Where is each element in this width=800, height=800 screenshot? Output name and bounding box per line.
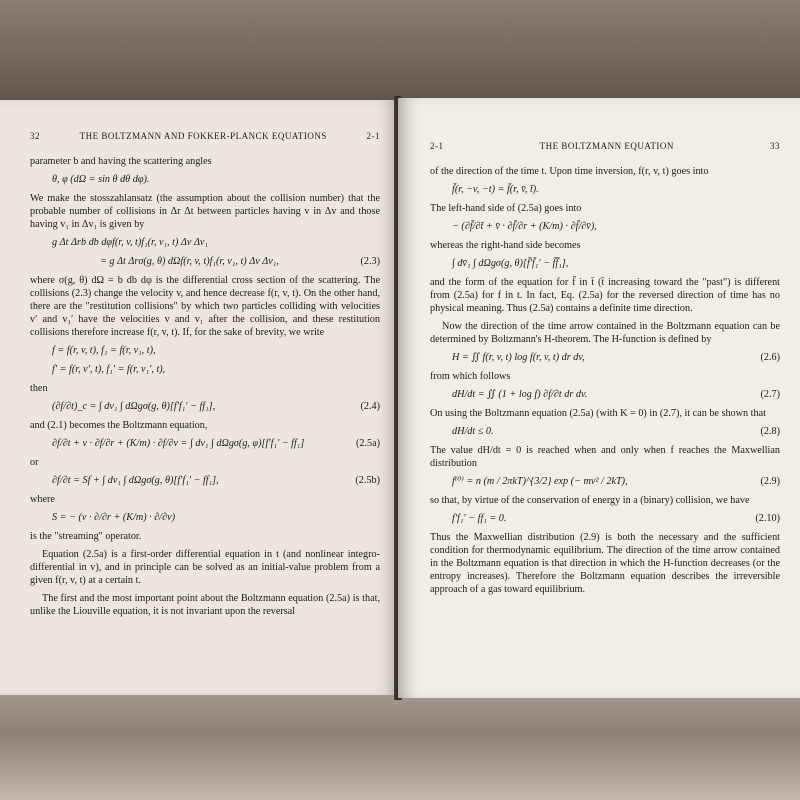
equation-text: dH/dt ≤ 0. bbox=[452, 426, 494, 437]
paragraph: of the direction of the time t. Upon time inversion, f(r, v, t) goes into bbox=[430, 166, 709, 177]
equation-text: g Δt Δrb db dφf(r, v, t)f₁(r, v₁, t) Δv Δv₁ bbox=[52, 237, 208, 248]
equation bbox=[430, 512, 780, 525]
left-text-body bbox=[30, 155, 380, 618]
equation bbox=[430, 183, 780, 196]
left-page-content bbox=[30, 130, 380, 623]
left-section-number: 2-1 bbox=[366, 131, 380, 141]
background-bottom bbox=[0, 690, 800, 800]
equation-text: dH/dt = ∬ (1 + log f) ∂f/∂t dr dv. bbox=[452, 389, 588, 400]
equation-text: f′f₁′ − ff₁ = 0. bbox=[452, 513, 507, 524]
equation-number: (2.7) bbox=[760, 389, 780, 400]
equation-text: H = ∬ f(r, v, t) log f(r, v, t) dr dv, bbox=[452, 352, 585, 363]
equation bbox=[30, 236, 380, 249]
equation bbox=[30, 474, 380, 487]
right-page-content bbox=[430, 140, 780, 601]
equation-number: (2.5a) bbox=[355, 438, 380, 449]
right-text-body bbox=[430, 165, 780, 596]
equation-number: (2.8) bbox=[760, 426, 780, 437]
left-running-head bbox=[30, 130, 380, 143]
equation bbox=[430, 257, 780, 270]
equation-text: f̄(r, −v, −t) = f̄(r, v̄, t̄). bbox=[452, 184, 539, 195]
paragraph: We make the stosszahlansatz (the assumption about the collision number) that the probable number of collisions in Δr Δt between particles having v in Δv and those having v₁ in Δv₁ is given by bbox=[30, 193, 380, 230]
equation bbox=[30, 255, 380, 268]
equation-text: ∂f/∂t + v · ∂f/∂r + (K/m) · ∂f/∂v = ∫ dv₁ ∫ dΩgσ(g, φ)[f′f₁′ − ff₁] bbox=[52, 438, 305, 449]
paragraph: The left-hand side of (2.5a) goes into bbox=[430, 203, 582, 214]
paragraph: The first and the most important point about the Boltzmann equation (2.5a) is that, unlike the Liouville equation, it is not invariant upon the reversal bbox=[30, 593, 380, 617]
equation bbox=[430, 475, 780, 488]
equation-number: (2.9) bbox=[760, 476, 780, 487]
equation bbox=[430, 351, 780, 364]
paragraph: On using the Boltzmann equation (2.5a) (with K = 0) in (2.7), it can be shown that bbox=[430, 408, 766, 419]
equation-text: ∂f/∂t = Sf + ∫ dv₁ ∫ dΩgσ(g, θ)[f′f₁′ − ff₁], bbox=[52, 475, 219, 486]
equation-text: f⁽⁰⁾ = n (m / 2πkT)^{3/2} exp (− mv² / 2kT), bbox=[452, 476, 628, 487]
equation bbox=[430, 425, 780, 438]
paragraph: The value dH/dt = 0 is reached when and only when f reaches the Maxwellian distribution bbox=[430, 445, 780, 469]
paragraph: where bbox=[30, 494, 55, 505]
paragraph: Now the direction of the time arrow contained in the Boltzmann equation can be determined by Boltzmann's H-theorem. The H-function is defined by bbox=[430, 321, 780, 345]
equation-text: f = f(r, v, t), f₁ = f(r, v₁, t), bbox=[52, 345, 156, 356]
equation-number: (2.3) bbox=[360, 256, 380, 267]
background-top bbox=[0, 0, 800, 110]
equation bbox=[30, 363, 380, 376]
equation bbox=[30, 344, 380, 357]
paragraph: from which follows bbox=[430, 371, 511, 382]
equation-number: (2.5b) bbox=[355, 475, 380, 486]
equation-text: S = − (v · ∂/∂r + (K/m) · ∂/∂v) bbox=[52, 512, 176, 523]
equation bbox=[30, 173, 380, 186]
equation-text: = g Δt Δrσ(g, θ) dΩf(r, v, t)f₁(r, v₁, t) Δv Δv₁, bbox=[100, 256, 279, 267]
equation bbox=[430, 220, 780, 233]
equation bbox=[30, 400, 380, 413]
equation-text: f′ = f(r, v′, t), f₁′ = f(r, v₁′, t), bbox=[52, 364, 166, 375]
paragraph: and the form of the equation for f̄ in t̄ (t̄ increasing toward the "past") is different from (2.5a) for f in t. In fact, Eq. (2.5a) for the reversed direction of time has no physical meaning. Thus (2.5a) contains a definite time direction. bbox=[430, 277, 780, 314]
right-page bbox=[398, 98, 800, 698]
left-running-title: THE BOLTZMANN AND FOKKER-PLANCK EQUATIONS bbox=[79, 131, 327, 141]
right-running-head bbox=[430, 140, 780, 153]
equation bbox=[430, 388, 780, 401]
paragraph: Thus the Maxwellian distribution (2.9) is both the necessary and the sufficient condition for thermodynamic equilibrium. The direction of the time arrow contained in the Boltzmann equation is that direction in which the H-function decreases (or the entropy increases). Therefore the Boltzmann equation describes the irreversible approach of a gas toward equilibrium. bbox=[430, 532, 780, 595]
equation-number: (2.6) bbox=[760, 352, 780, 363]
equation-text: θ, φ (dΩ = sin θ dθ dφ). bbox=[52, 174, 150, 185]
paragraph: and (2.1) becomes the Boltzmann equation, bbox=[30, 420, 208, 431]
paragraph: so that, by virtue of the conservation of energy in a (binary) collision, we have bbox=[430, 495, 750, 506]
right-page-number: 33 bbox=[770, 141, 780, 151]
equation-number: (2.10) bbox=[755, 513, 780, 524]
equation bbox=[30, 511, 380, 524]
left-page-number: 32 bbox=[30, 131, 40, 141]
paragraph: Equation (2.5a) is a first-order differential equation in t (and nonlinear integro-differential in v), and in principle can be solved as an initial-value problem from a given f(r, v, t) at a certain t. bbox=[30, 549, 380, 586]
paragraph: then bbox=[30, 383, 48, 394]
paragraph: is the "streaming" operator. bbox=[30, 531, 142, 542]
equation-text: − (∂f̄/∂t̄ + v̄ · ∂f̄/∂r + (K/m) · ∂f̄/∂v̄), bbox=[452, 221, 597, 232]
equation-text: (∂f/∂t)_c = ∫ dv₁ ∫ dΩgσ(g, θ)[f′f₁′ − ff₁], bbox=[52, 401, 216, 412]
paragraph: or bbox=[30, 457, 39, 468]
paragraph: whereas the right-hand side becomes bbox=[430, 240, 581, 251]
paragraph: where σ(g, θ) dΩ = b db dφ is the differential cross section of the scattering. The collisions (2.3) change the velocity v, and hence decrease f(r, v, t). On the other hand, there are the "restitution collisions" by which two particles colliding with velocities v′ and v₁′ have the velocities v and v₁ after the collision, and these restitution collisions therefore increase f(r, v, t). If, for the sake of brevity, we write bbox=[30, 275, 380, 338]
equation-number: (2.4) bbox=[360, 401, 380, 412]
left-page bbox=[0, 100, 398, 695]
equation-text: ∫ dv̄₁ ∫ dΩgσ(g, θ)[f̄′f̄₁′ − f̄f̄₁], bbox=[452, 258, 569, 269]
paragraph: parameter b and having the scattering angles bbox=[30, 156, 212, 167]
right-section-number: 2-1 bbox=[430, 141, 444, 151]
right-running-title: THE BOLTZMANN EQUATION bbox=[539, 141, 674, 151]
equation bbox=[30, 437, 380, 450]
